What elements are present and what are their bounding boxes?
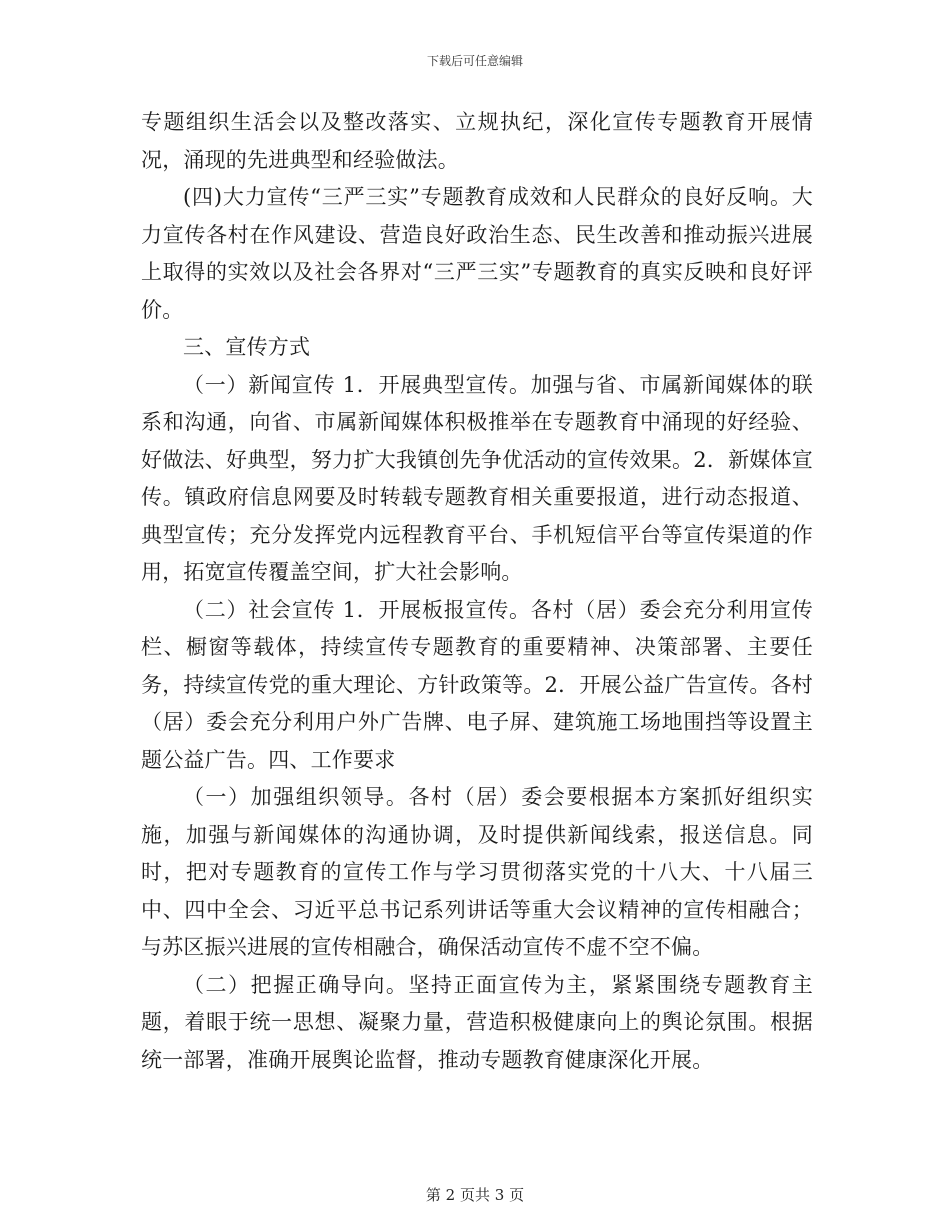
document-body xyxy=(141,104,813,1079)
paragraph: 专题组织生活会以及整改落实、立规执纪，深化宣传专题教育开展情况，涌现的先进典型和经验做法。 xyxy=(141,110,813,172)
paragraph: （二）把握正确导向。坚持正面宣传为主，紧紧围绕专题教育主题，着眼于统一思想、凝聚力量，营造积极健康向上的舆论氛围。根据统一部署，准确开展舆论监督，推动专题教育健康深化开展。 xyxy=(141,972,813,1072)
page-number: 第 2 页共 3 页 xyxy=(425,1186,525,1204)
section-heading: 三、宣传方式 xyxy=(183,335,311,359)
paragraph: （一）新闻宣传 1．开展典型宣传。加强与省、市属新闻媒体的联系和沟通，向省、市属新闻媒体积极推举在专题教育中涌现的好经验、好做法、好典型，努力扩大我镇创先争优活动的宣传效果。2．新媒体宣传。镇政府信息网要及时转载专题教育相关重要报道，进行动态报道、典型宣传；充分发挥党内远程教育平台、手机短信平台等宣传渠道的作用，拓宽宣传覆盖空间，扩大社会影响。 xyxy=(141,372,813,584)
page-header: 下载后可任意编辑 xyxy=(426,54,523,68)
paragraph: (四)大力宣传“三严三实”专题教育成效和人民群众的良好反响。大力宣传各村在作风建设、营造良好政治生态、民生改善和推动振兴进展上取得的实效以及社会各界对“三严三实”专题教育的真实反映和良好评价。 xyxy=(141,185,813,322)
paragraph: （二）社会宣传 1．开展板报宣传。各村（居）委会充分利用宣传栏、橱窗等载体，持续宣传专题教育的重要精神、决策部署、主要任务，持续宣传党的重大理论、方针政策等。2．开展公益广告宣传。各村（居）委会充分利用户外广告牌、电子屏、建筑施工场地围挡等设置主题公益广告。四、工作要求 xyxy=(141,597,813,772)
paragraph: （一）加强组织领导。各村（居）委会要根据本方案抓好组织实施，加强与新闻媒体的沟通协调，及时提供新闻线索，报送信息。同时，把对专题教育的宣传工作与学习贯彻落实党的十八大、十八届三中、四中全会、习近平总书记系列讲话等重大会议精神的宣传相融合；与苏区振兴进展的宣传相融合，确保活动宣传不虚不空不偏。 xyxy=(141,785,813,959)
